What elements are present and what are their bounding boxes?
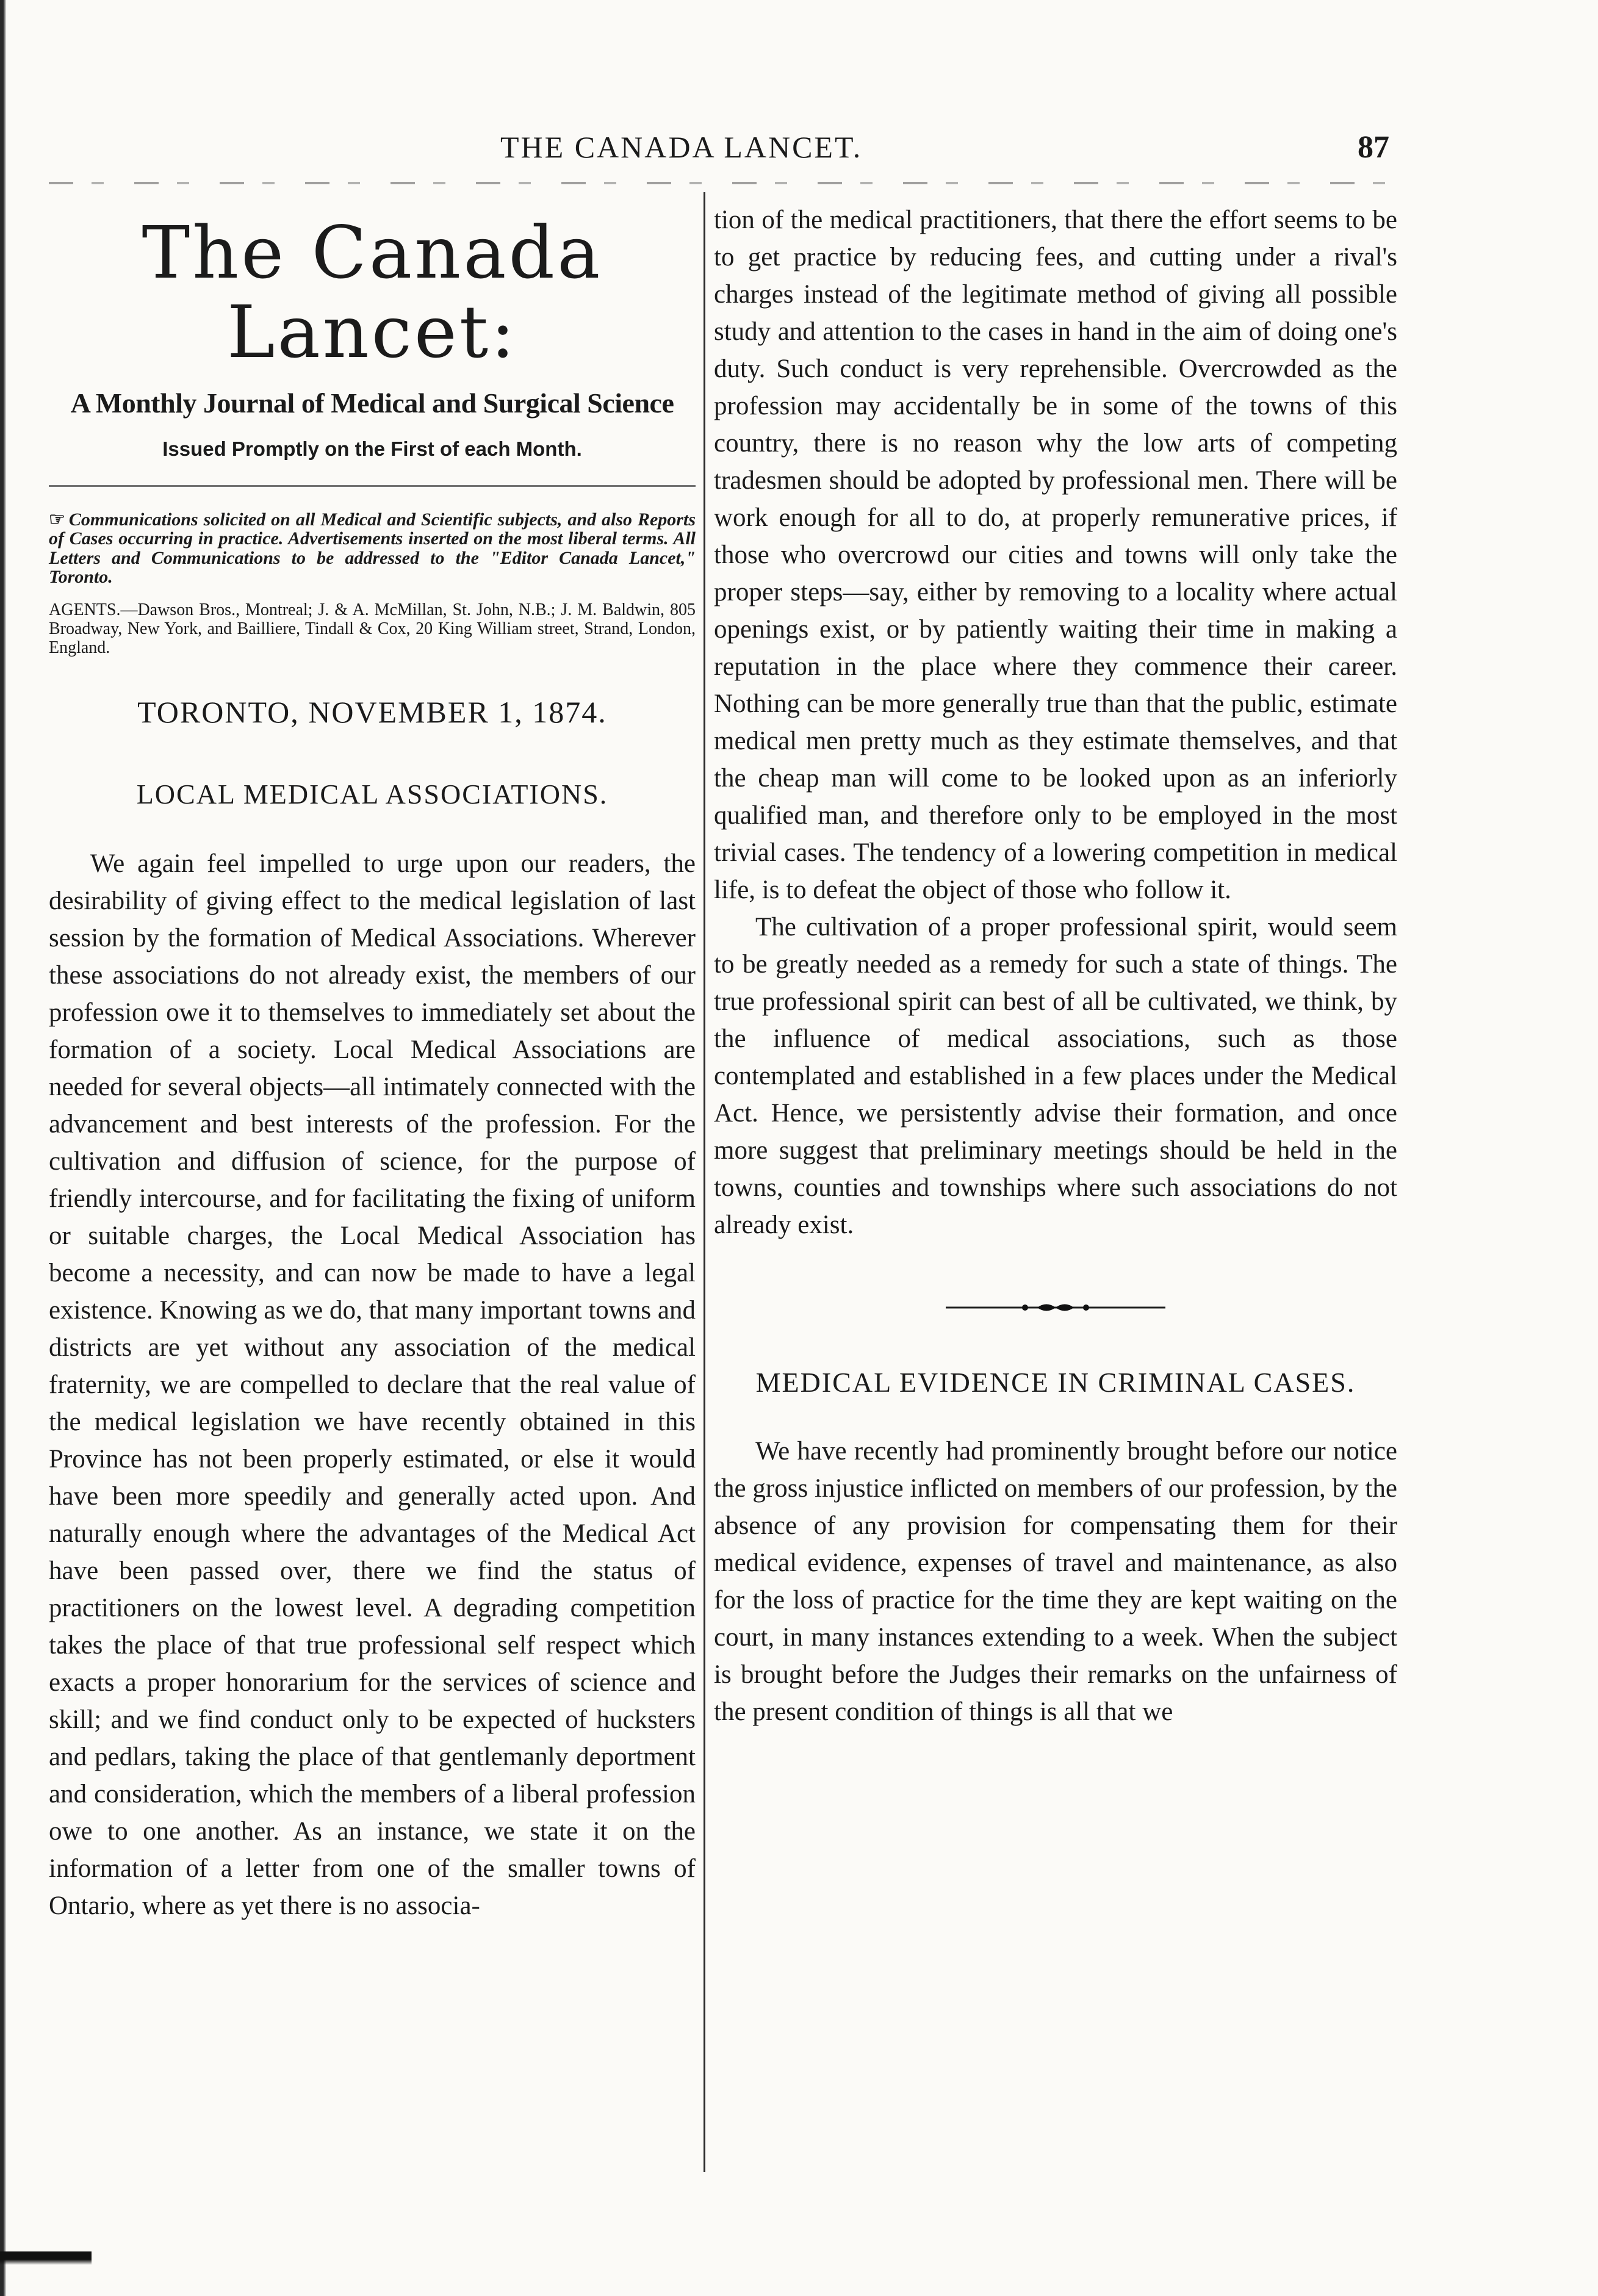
binding-edge-foot (0, 2251, 92, 2265)
pointing-hand-icon: ☞ (49, 509, 65, 530)
binding-edge (0, 0, 10, 2296)
running-title: THE CANADA LANCET. (500, 130, 863, 164)
masthead-rule (49, 485, 696, 487)
column-divider (704, 192, 705, 2172)
running-head (0, 129, 1598, 166)
article-heading-medical-evidence: MEDICAL EVIDENCE IN CRIMINAL CASES. (755, 1367, 1356, 1398)
masthead-title: The Canada Lancet: (142, 211, 603, 374)
left-column (49, 201, 696, 1924)
article-body-right-paragraph: The cultivation of a proper professional spirit, would seem to be greatly needed as a remedy for such a state of things. The true professional spirit can best of all be cultivated, we think, by the influence of medical associations, such as those contemplated and established in a few places under the Medical Act. Hence, we persistently advise their formation, and once more suggest that preliminary meetings should be held in the towns, counties and townships where such associations do not already exist. (714, 913, 1397, 1239)
article-heading-local-medical-associations: LOCAL MEDICAL ASSOCIATIONS. (136, 778, 608, 810)
page-number: 87 (1358, 130, 1389, 165)
dateline: TORONTO, NOVEMBER 1, 1874. (137, 694, 607, 729)
header-rule (49, 182, 1391, 184)
article-body-left: We again feel impelled to urge upon our readers, the desirability of giving effect to the medical legislation of last session by the formation of Medical Associations. Wherever these associations do not already exist, the members of our profession owe it to themselves to immediately set about the formation of a society. Local Medical Associations are needed for several objects—all intimately connected with the advancement and best interests of the profession. For the cultivation and diffusion of science, for the purpose of friendly intercourse, and for facilitating the fixing of uniform or suitable charges, the Local Medical Association has become a necessity, and can now be made to have a legal existence. Knowing as we do, that many important towns and districts are yet without any association of the medical fraternity, we are compelled to declare that the real value of the medical legislation we have recently obtained in this Province has not been properly estimated, or else it would have been more speedily and generally acted upon. And naturally enough where the advantages of the Medical Act have been passed over, there we find the status of practitioners on the lowest level. A degrading competition takes the place of that true professional self respect which exacts a proper honorarium for the services of science and skill; and we find conduct only to be expected of hucksters and pedlars, taking the place of that gentlemanly deportment and consideration, which the members of a liberal profession owe to one another. As an instance, we state it on the information of a letter from one of the smaller towns of Ontario, where as yet there is no associa- (49, 849, 696, 1920)
editorial-notice (49, 510, 696, 587)
agents-notice: AGENTS.—Dawson Bros., Montreal; J. & A. McMillan, St. John, N.B.; J. M. Baldwin, 805 Broadway, New York, and Bailliere, Tindall & Cox, 20 King William street, Strand, London, England. (49, 600, 696, 658)
ornamental-rule-icon (946, 1298, 1165, 1317)
masthead-subtitle: A Monthly Journal of Medical and Surgical Science (70, 387, 674, 419)
article-body-medical-evidence: We have recently had prominently brought before our notice the gross injustice inflicted on members of our profession, by the absence of any provision for compensating them for their medical evidence, expenses of travel and maintenance, as also for the loss of practice for the time they are kept waiting on the court, in many instances extending to a week. When the subject is brought before the Judges their remarks on the unfairness of the present condition of things is all that we (714, 1437, 1397, 1726)
right-column (714, 201, 1397, 1730)
masthead-issue-note: Issued Promptly on the First of each Month. (162, 437, 582, 460)
article-body-right-continued: tion of the medical practitioners, that there the effort seems to be to get practice by reducing fees, and cutting under a rival's charges instead of the legitimate method of giving all possible study and attention to the cases in hand in the aim of doing one's duty. Such conduct is very reprehensible. Overcrowded as the profession may accidentally be in some of the towns of this country, there is no reason why the low arts of competing tradesmen should be adopted by professional men. There will be work enough for all to do, at properly remunerative prices, if those who overcrowd our cities and towns will only take the proper steps—say, either by removing to a locality where actual openings exist, or by patiently waiting their time in making a reputation in the place where they commence their career. Nothing can be more generally true than that the public, estimate medical men pretty much as they estimate themselves, and that the cheap man will come to be looked upon as an inferiorly qualified man, and therefore only to be employed in the most trivial cases. The tendency of a lowering competition in medical life, is to defeat the object of those who follow it. (714, 206, 1397, 904)
notice-text: Communications solicited on all Medical and Scientific subjects, and also Reports of Cases occurring in practice. Advertisements inserted on the most liberal terms. All Letters and Communications to be addressed to the "Editor Canada Lancet," Toronto. (49, 509, 696, 588)
